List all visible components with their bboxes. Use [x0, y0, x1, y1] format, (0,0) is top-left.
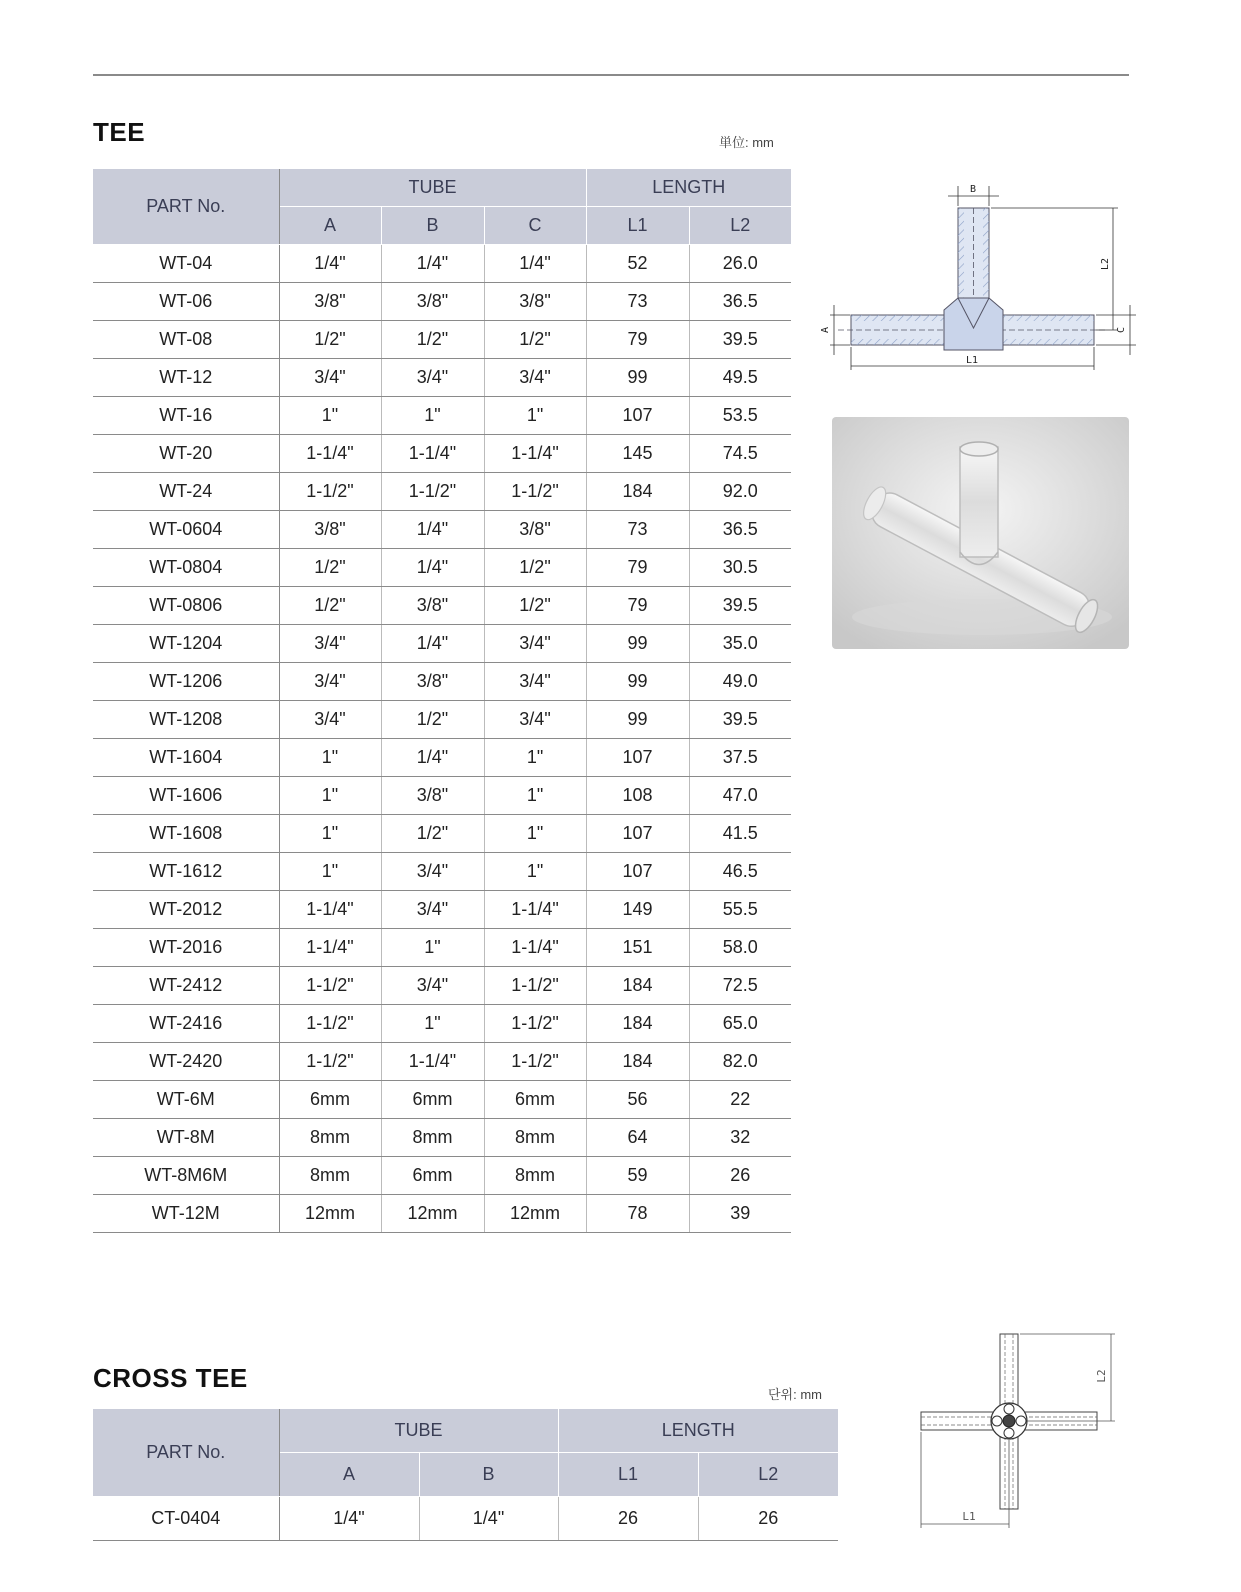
cell-b: 1/2"	[381, 701, 484, 739]
tee-label-c: C	[1116, 326, 1127, 334]
cell-a: 1"	[279, 777, 381, 815]
cell-a: 1-1/2"	[279, 1005, 381, 1043]
cell-b: 1/4"	[381, 511, 484, 549]
table-row	[93, 967, 791, 1005]
cell-b: 3/8"	[381, 663, 484, 701]
cell-l1: 64	[586, 1119, 689, 1157]
cell-a: 1/4"	[279, 1497, 419, 1541]
cell-c: 1-1/2"	[484, 473, 586, 511]
cell-b: 1/4"	[381, 739, 484, 777]
tee-label-a: A	[820, 326, 831, 334]
table-row	[93, 245, 791, 283]
table-row	[93, 1195, 791, 1233]
cell-a: 1/4"	[279, 245, 381, 283]
table-row	[93, 739, 791, 777]
cell-l2: 53.5	[689, 397, 791, 435]
cell-l2: 39.5	[689, 587, 791, 625]
cell-l2: 39.5	[689, 701, 791, 739]
cell-a: 1/2"	[279, 321, 381, 359]
cell-l2: 32	[689, 1119, 791, 1157]
cell-l1: 52	[586, 245, 689, 283]
table-row	[93, 1043, 791, 1081]
table-row	[93, 1119, 791, 1157]
cell-l1: 56	[586, 1081, 689, 1119]
cell-part-no: WT-20	[93, 435, 279, 473]
cell-l2: 49.5	[689, 359, 791, 397]
cell-l2: 36.5	[689, 511, 791, 549]
cell-c: 1-1/4"	[484, 891, 586, 929]
cell-a: 3/4"	[279, 663, 381, 701]
table-row	[93, 815, 791, 853]
cell-l2: 39	[689, 1195, 791, 1233]
tee-unit-label: 単位: mm	[719, 135, 774, 150]
cell-part-no: WT-08	[93, 321, 279, 359]
cell-b: 3/8"	[381, 283, 484, 321]
cell-c: 1-1/2"	[484, 967, 586, 1005]
cell-l1: 184	[586, 1005, 689, 1043]
cell-b: 3/4"	[381, 891, 484, 929]
cell-part-no: WT-2012	[93, 891, 279, 929]
cell-a: 3/4"	[279, 625, 381, 663]
tee-dimension-drawing	[818, 180, 1148, 375]
cell-part-no: WT-1612	[93, 853, 279, 891]
col-header-l1: L1	[586, 207, 689, 245]
cell-part-no: WT-8M	[93, 1119, 279, 1157]
cell-c: 8mm	[484, 1157, 586, 1195]
cell-part-no: WT-04	[93, 245, 279, 283]
col-header-part-no: PART No.	[93, 1409, 279, 1497]
col-header-tube: TUBE	[279, 1409, 558, 1453]
cell-l1: 99	[586, 663, 689, 701]
cell-l1: 107	[586, 739, 689, 777]
cell-l2: 26	[689, 1157, 791, 1195]
cell-l1: 145	[586, 435, 689, 473]
cell-c: 3/4"	[484, 701, 586, 739]
table-row	[93, 283, 791, 321]
cell-l2: 41.5	[689, 815, 791, 853]
table-row	[93, 321, 791, 359]
cell-part-no: WT-2412	[93, 967, 279, 1005]
col-header-a: A	[279, 207, 381, 245]
cell-b: 3/8"	[381, 587, 484, 625]
cell-part-no: WT-06	[93, 283, 279, 321]
cell-b: 1/4"	[419, 1497, 558, 1541]
cell-l2: 82.0	[689, 1043, 791, 1081]
table-row	[93, 549, 791, 587]
cell-c: 3/4"	[484, 359, 586, 397]
cell-b: 1"	[381, 929, 484, 967]
cell-l2: 35.0	[689, 625, 791, 663]
cell-l1: 184	[586, 473, 689, 511]
cell-c: 3/4"	[484, 625, 586, 663]
cell-a: 1"	[279, 397, 381, 435]
cell-l1: 99	[586, 625, 689, 663]
cell-l2: 72.5	[689, 967, 791, 1005]
cell-l1: 79	[586, 549, 689, 587]
col-header-part-no: PART No.	[93, 169, 279, 245]
cell-c: 1-1/2"	[484, 1043, 586, 1081]
cell-part-no: WT-2416	[93, 1005, 279, 1043]
cell-l1: 107	[586, 815, 689, 853]
top-divider	[93, 74, 1129, 76]
cell-l1: 26	[558, 1497, 698, 1541]
cell-l2: 39.5	[689, 321, 791, 359]
tee-product-photo	[832, 417, 1129, 649]
cell-b: 8mm	[381, 1119, 484, 1157]
cell-b: 3/8"	[381, 777, 484, 815]
tee-label-b: B	[969, 184, 977, 195]
col-header-b: B	[381, 207, 484, 245]
cross-tee-table-body	[93, 1497, 838, 1541]
cell-a: 1-1/4"	[279, 929, 381, 967]
cell-b: 1-1/4"	[381, 1043, 484, 1081]
cell-l1: 73	[586, 283, 689, 321]
cell-a: 8mm	[279, 1157, 381, 1195]
table-row	[93, 777, 791, 815]
cross-tee-dimension-drawing	[915, 1330, 1125, 1530]
cell-b: 3/4"	[381, 853, 484, 891]
cell-c: 3/4"	[484, 663, 586, 701]
cell-part-no: CT-0404	[93, 1497, 279, 1541]
cell-a: 1-1/2"	[279, 1043, 381, 1081]
cell-c: 1/4"	[484, 245, 586, 283]
cell-b: 1/4"	[381, 245, 484, 283]
cell-c: 1"	[484, 739, 586, 777]
cell-l2: 46.5	[689, 853, 791, 891]
col-header-length: LENGTH	[586, 169, 791, 207]
cell-b: 1-1/4"	[381, 435, 484, 473]
cross-tee-label-l1: L1	[962, 1510, 976, 1523]
tee-section-title: TEE	[93, 117, 146, 147]
cell-b: 3/4"	[381, 967, 484, 1005]
cell-l1: 78	[586, 1195, 689, 1233]
cross-tee-unit-label: 단위: mm	[768, 1387, 822, 1402]
cell-l2: 92.0	[689, 473, 791, 511]
col-header-a: A	[279, 1453, 419, 1497]
cell-part-no: WT-2016	[93, 929, 279, 967]
cell-a: 8mm	[279, 1119, 381, 1157]
cell-a: 6mm	[279, 1081, 381, 1119]
cell-b: 3/4"	[381, 359, 484, 397]
cell-c: 8mm	[484, 1119, 586, 1157]
cell-c: 1"	[484, 815, 586, 853]
cell-part-no: WT-1208	[93, 701, 279, 739]
table-row	[93, 359, 791, 397]
tee-table-body	[93, 245, 791, 1233]
cell-part-no: WT-6M	[93, 1081, 279, 1119]
cell-part-no: WT-1606	[93, 777, 279, 815]
cross-tee-label-l2: L2	[1095, 1369, 1108, 1383]
cross-tee-spec-table	[93, 1409, 838, 1541]
cell-l2: 58.0	[689, 929, 791, 967]
cell-part-no: WT-0604	[93, 511, 279, 549]
col-header-tube: TUBE	[279, 169, 586, 207]
table-row	[93, 587, 791, 625]
cell-l1: 151	[586, 929, 689, 967]
cell-l2: 22	[689, 1081, 791, 1119]
cell-part-no: WT-12	[93, 359, 279, 397]
cell-part-no: WT-1204	[93, 625, 279, 663]
cell-a: 12mm	[279, 1195, 381, 1233]
col-header-l2: L2	[698, 1453, 838, 1497]
cell-b: 1/2"	[381, 815, 484, 853]
col-header-c: C	[484, 207, 586, 245]
table-row	[93, 511, 791, 549]
cell-l1: 99	[586, 359, 689, 397]
cell-l1: 184	[586, 967, 689, 1005]
cell-a: 1-1/4"	[279, 891, 381, 929]
cell-l1: 99	[586, 701, 689, 739]
tee-label-l2: L2	[1100, 257, 1111, 271]
cell-a: 3/4"	[279, 359, 381, 397]
table-row	[93, 435, 791, 473]
cell-l1: 149	[586, 891, 689, 929]
cell-c: 6mm	[484, 1081, 586, 1119]
table-row	[93, 891, 791, 929]
cell-l2: 26	[698, 1497, 838, 1541]
cell-a: 1-1/4"	[279, 435, 381, 473]
cell-b: 1"	[381, 397, 484, 435]
table-row	[93, 663, 791, 701]
cross-tee-section-title: CROSS TEE	[93, 1363, 248, 1393]
cell-l2: 47.0	[689, 777, 791, 815]
cell-a: 1/2"	[279, 549, 381, 587]
col-header-l2: L2	[689, 207, 791, 245]
cell-l2: 55.5	[689, 891, 791, 929]
cell-a: 1-1/2"	[279, 473, 381, 511]
cell-b: 1-1/2"	[381, 473, 484, 511]
cell-b: 6mm	[381, 1081, 484, 1119]
cell-b: 6mm	[381, 1157, 484, 1195]
cell-l1: 107	[586, 397, 689, 435]
cell-a: 1"	[279, 815, 381, 853]
cell-part-no: WT-12M	[93, 1195, 279, 1233]
cell-l2: 30.5	[689, 549, 791, 587]
cell-b: 1/2"	[381, 321, 484, 359]
cell-part-no: WT-2420	[93, 1043, 279, 1081]
table-row	[93, 625, 791, 663]
cell-l2: 26.0	[689, 245, 791, 283]
cell-part-no: WT-8M6M	[93, 1157, 279, 1195]
cell-c: 1"	[484, 397, 586, 435]
cell-l2: 36.5	[689, 283, 791, 321]
cell-part-no: WT-0806	[93, 587, 279, 625]
cell-l1: 59	[586, 1157, 689, 1195]
cell-a: 1/2"	[279, 587, 381, 625]
cell-c: 3/8"	[484, 511, 586, 549]
cell-c: 1-1/4"	[484, 929, 586, 967]
cell-l2: 74.5	[689, 435, 791, 473]
cell-l1: 184	[586, 1043, 689, 1081]
cell-c: 1"	[484, 853, 586, 891]
tee-label-l1: L1	[965, 355, 979, 366]
cell-c: 12mm	[484, 1195, 586, 1233]
col-header-l1: L1	[558, 1453, 698, 1497]
table-row	[93, 701, 791, 739]
cell-a: 1-1/2"	[279, 967, 381, 1005]
table-row	[93, 1005, 791, 1043]
cell-part-no: WT-16	[93, 397, 279, 435]
cell-a: 1"	[279, 853, 381, 891]
cell-c: 1/2"	[484, 321, 586, 359]
cell-l1: 79	[586, 321, 689, 359]
cell-l1: 79	[586, 587, 689, 625]
cell-c: 1/2"	[484, 587, 586, 625]
table-row	[93, 473, 791, 511]
cell-l1: 107	[586, 853, 689, 891]
cell-part-no: WT-24	[93, 473, 279, 511]
cell-c: 1"	[484, 777, 586, 815]
table-row	[93, 853, 791, 891]
cell-l1: 108	[586, 777, 689, 815]
cell-a: 1"	[279, 739, 381, 777]
cell-c: 1-1/2"	[484, 1005, 586, 1043]
cell-b: 1/4"	[381, 549, 484, 587]
cell-part-no: WT-1604	[93, 739, 279, 777]
cell-c: 1/2"	[484, 549, 586, 587]
cell-b: 12mm	[381, 1195, 484, 1233]
cell-a: 3/8"	[279, 511, 381, 549]
col-header-b: B	[419, 1453, 558, 1497]
cell-l1: 73	[586, 511, 689, 549]
cell-a: 3/8"	[279, 283, 381, 321]
cell-part-no: WT-1206	[93, 663, 279, 701]
table-row	[93, 1157, 791, 1195]
cell-l2: 49.0	[689, 663, 791, 701]
tee-spec-table	[93, 169, 791, 1233]
cell-a: 3/4"	[279, 701, 381, 739]
table-row	[93, 1081, 791, 1119]
cell-l2: 65.0	[689, 1005, 791, 1043]
cell-c: 1-1/4"	[484, 435, 586, 473]
table-row	[93, 397, 791, 435]
cell-l2: 37.5	[689, 739, 791, 777]
table-row	[93, 1497, 838, 1541]
cell-c: 3/8"	[484, 283, 586, 321]
cell-part-no: WT-1608	[93, 815, 279, 853]
cell-part-no: WT-0804	[93, 549, 279, 587]
cell-b: 1"	[381, 1005, 484, 1043]
cell-b: 1/4"	[381, 625, 484, 663]
table-row	[93, 929, 791, 967]
col-header-length: LENGTH	[558, 1409, 838, 1453]
